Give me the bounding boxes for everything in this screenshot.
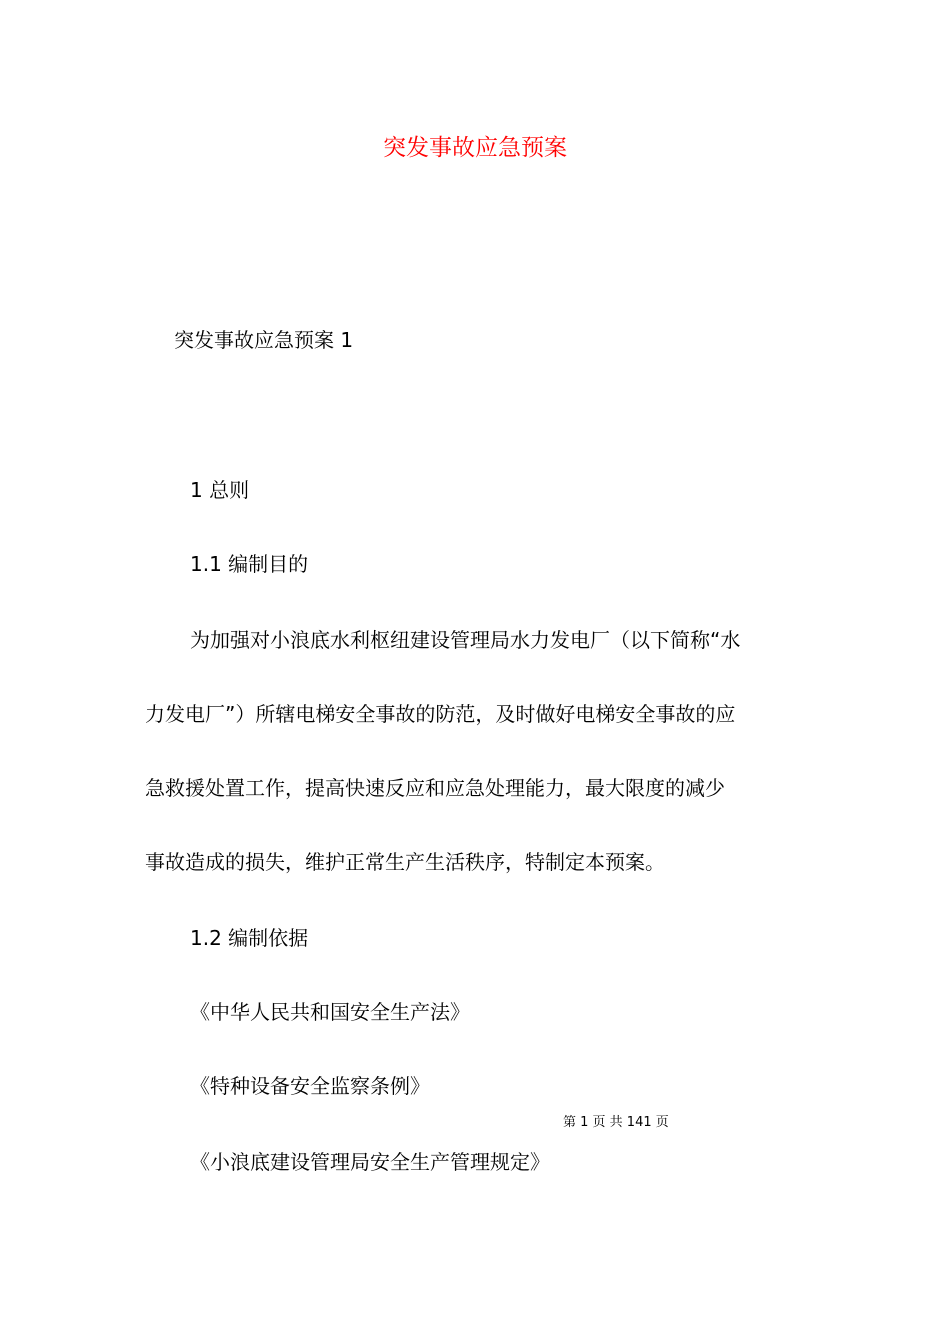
heading-basis: 1.2 编制依据	[190, 926, 309, 950]
paragraph-line-4: 事故造成的损失，维护正常生产生活秩序，特制定本预案。	[145, 850, 665, 874]
reference-item: 《小浪底建设管理局安全生产管理规定》	[190, 1150, 550, 1174]
heading-purpose: 1.1 编制目的	[190, 552, 309, 576]
page-number-footer: 第 1 页 共 141 页	[563, 1115, 669, 1130]
paragraph-line-1: 为加强对小浪底水利枢纽建设管理局水力发电厂（以下简称“水	[190, 628, 741, 652]
document-title: 突发事故应急预案	[383, 135, 567, 161]
paragraph-line-3: 急救援处置工作，提高快速反应和应急处理能力，最大限度的减少	[145, 776, 725, 800]
section-title: 突发事故应急预案 1	[174, 328, 354, 352]
paragraph-line-2: 力发电厂”）所辖电梯安全事故的防范，及时做好电梯安全事故的应	[145, 702, 736, 726]
heading-general: 1 总则	[190, 478, 250, 502]
reference-item: 《特种设备安全监察条例》	[190, 1074, 430, 1098]
reference-item: 《中华人民共和国安全生产法》	[190, 1000, 470, 1024]
